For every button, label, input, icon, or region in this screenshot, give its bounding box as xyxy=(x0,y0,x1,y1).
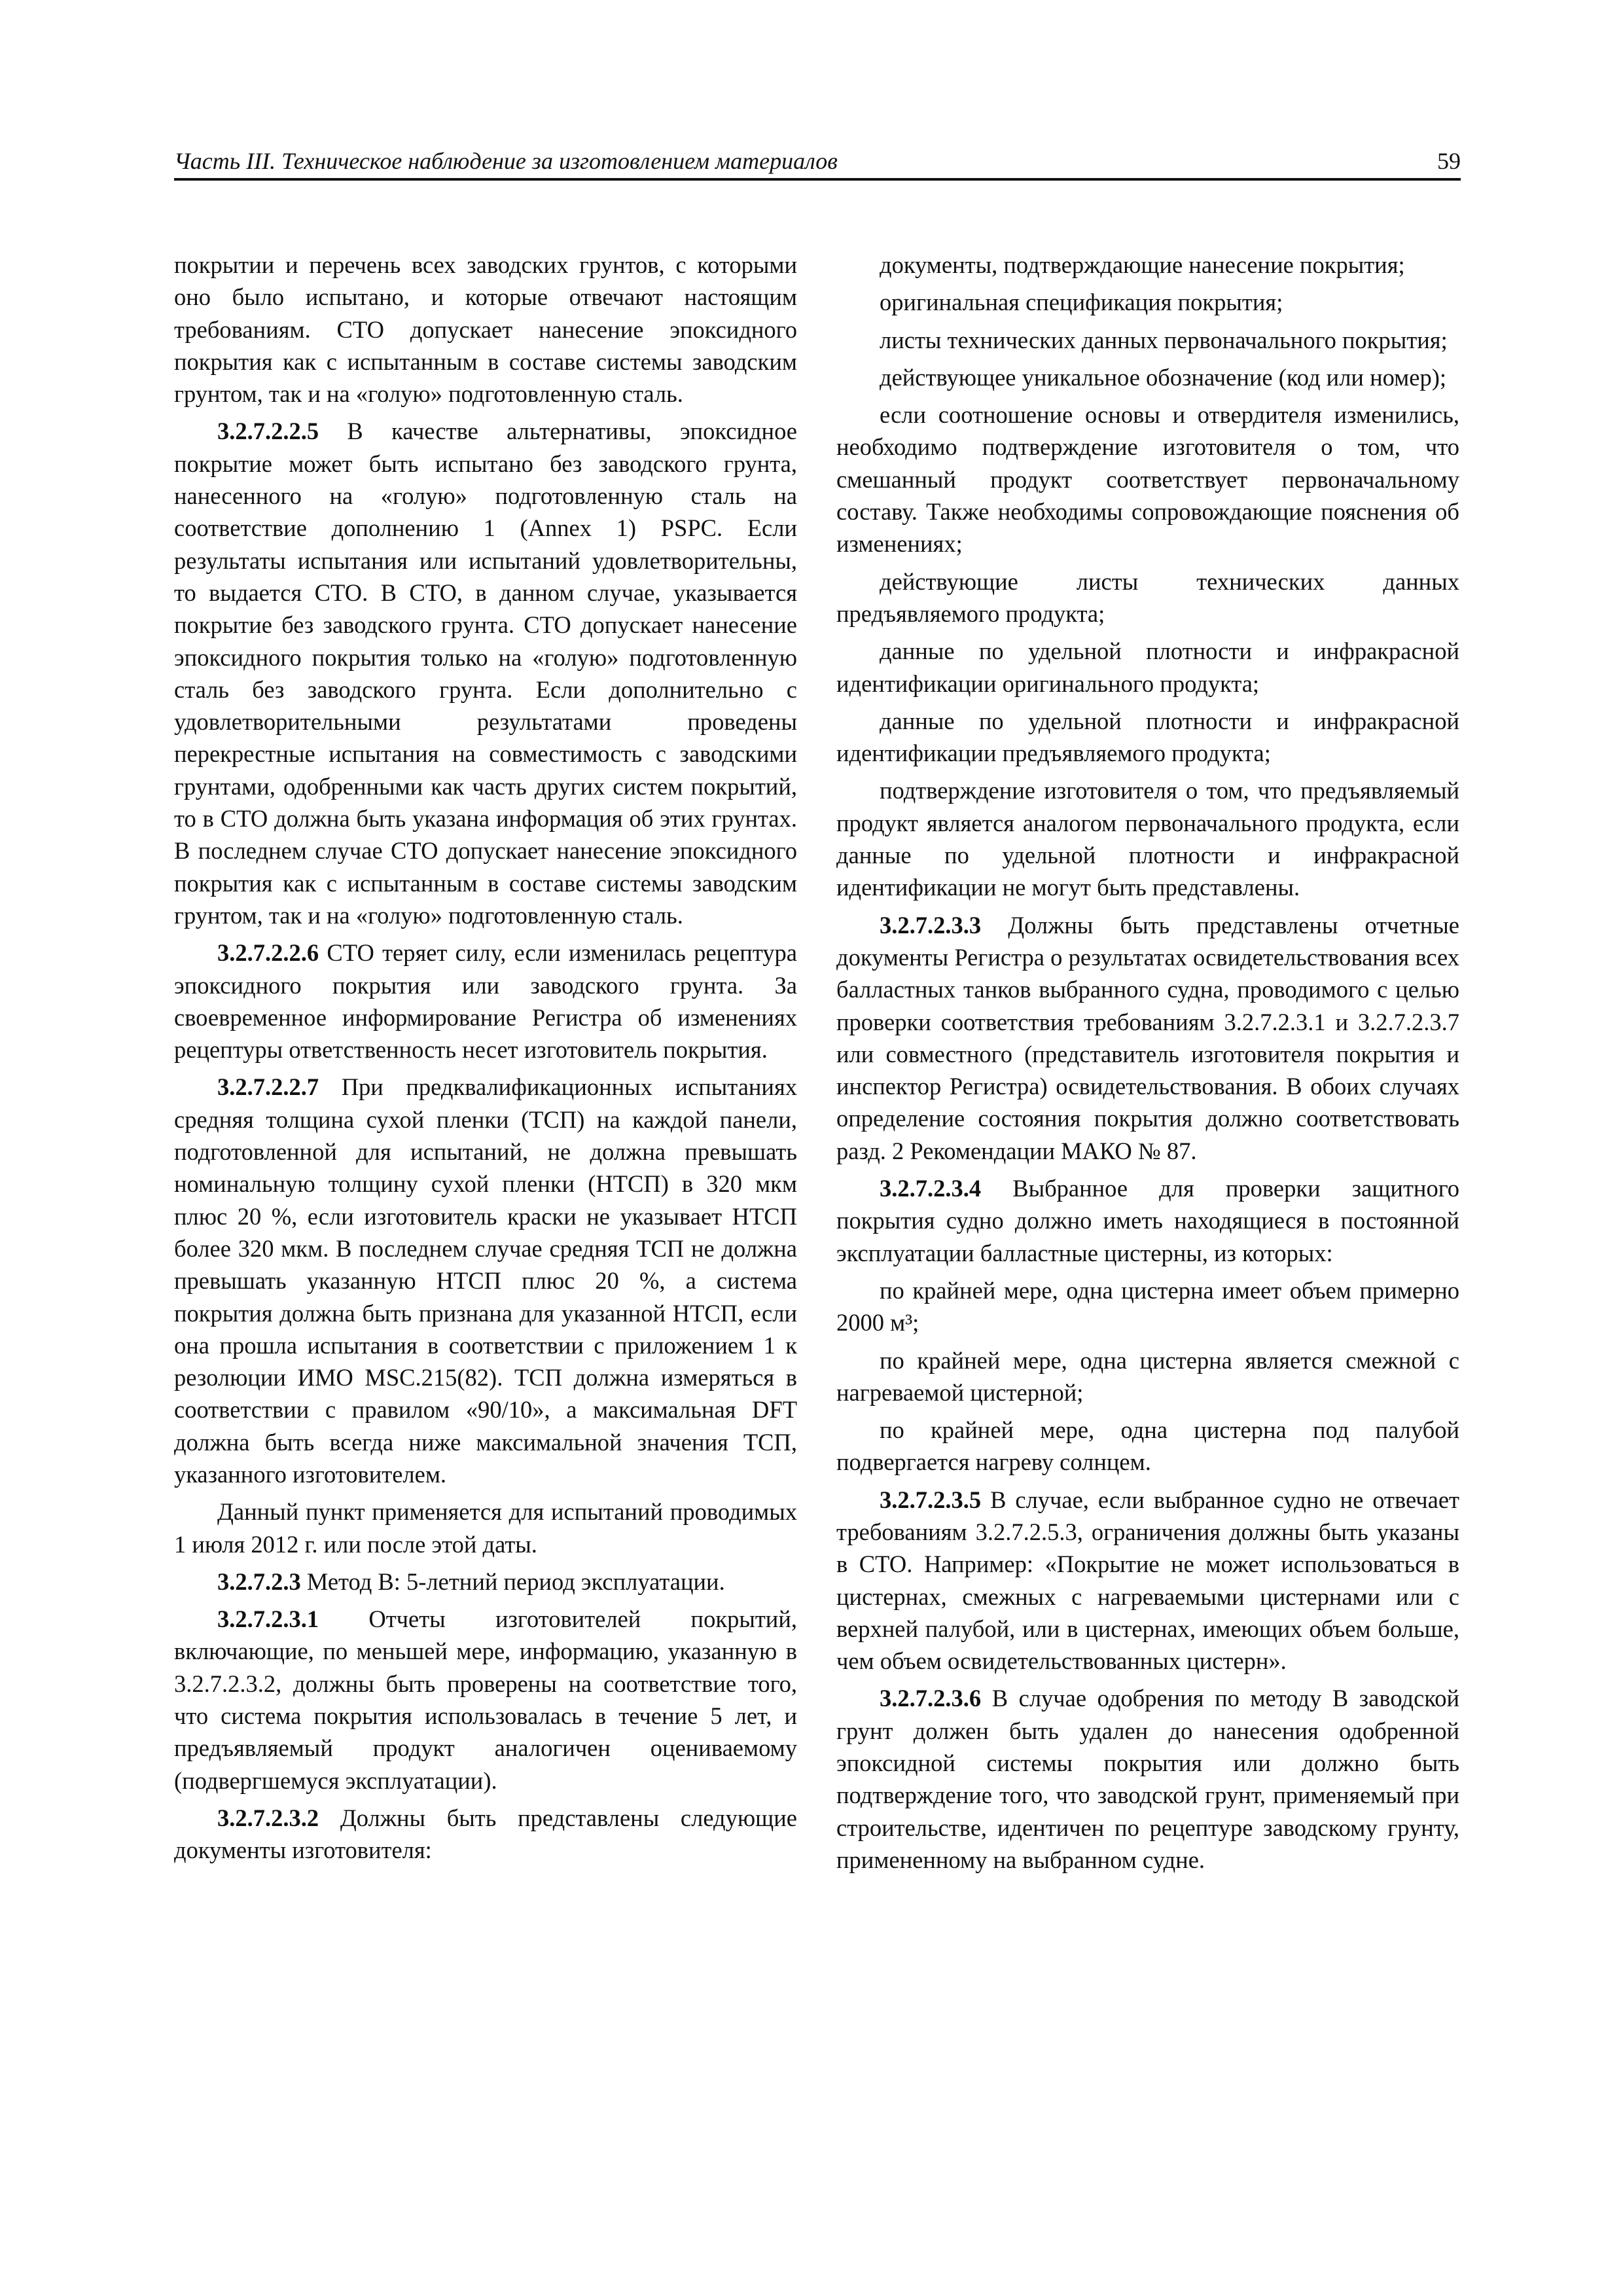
list-item xyxy=(836,324,1459,356)
paragraph xyxy=(836,1484,1459,1677)
list-item xyxy=(836,399,1459,560)
paragraph xyxy=(174,1566,797,1598)
paragraph xyxy=(174,1071,797,1490)
clause-number: 3.2.7.2.3.5 xyxy=(880,1486,982,1513)
list-item xyxy=(836,1344,1459,1409)
paragraph-text: подтверждение изготовителя о том, что предъявляемый продукт является аналогом первоначального продукта, если данные по удельной плотности и инфракрасной идентификации не могут быть представлены. xyxy=(836,777,1459,901)
clause-number: 3.2.7.2.3.3 xyxy=(880,911,982,939)
list-item xyxy=(836,774,1459,903)
paragraph-text: Отчеты изготовителей покрытий, включающие, по меньшей мере, информацию, указанную в 3.2.7.2.3.2, должны быть проверены на соответствие того, что система покрытия использовалась в течение 5 лет, и предъявляемый продукт аналогичен оцениваемому (подвергшемуся эксплуатации). xyxy=(174,1605,797,1794)
paragraph xyxy=(174,1603,797,1797)
page-number: 59 xyxy=(1437,148,1461,174)
paragraph xyxy=(174,249,797,410)
paragraph-text: Должны быть представлены отчетные документы Регистра о результатах освидетельствования всех балластных танков выбранного судна, проводимого с целью проверки соответствия требованиям 3.2.7.2.3.1 и 3.2.7.2.3.7 или совместного (представитель изготовителя покрытия и инспектор Регистра) освидетельствования. В обоих случаях определение состояния покрытия должно соответствовать разд. 2 Рекомендации МАКО № 87. xyxy=(836,911,1459,1164)
clause-number: 3.2.7.2.3.2 xyxy=(217,1804,319,1831)
paragraph-text: документы, подтверждающие нанесение покрытия; xyxy=(880,251,1405,278)
paragraph-text: по крайней мере, одна цистерна является смежной с нагреваемой цистерной; xyxy=(836,1346,1459,1406)
paragraph-text: по крайней мере, одна цистерна имеет объем примерно 2000 м³; xyxy=(836,1276,1459,1336)
running-header xyxy=(174,145,1461,177)
paragraph-text: При предквалификационных испытаниях средняя толщина сухой пленки (ТСП) на каждой панели, подготовленной для испытаний, не должна превышать номинальную толщину сухой пленки (НТСП) в 320 мкм плюс 20 %, если изготовитель краски не указывает НТСП более 320 мкм. В последнем случае средняя ТСП не должна превышать указанную НТСП плюс 20 %, а система покрытия должна быть признана для указанной НТСП, если она прошла испытания в соответствии с приложением 1 к резолюции ИМО MSC.215(82). ТСП должна измеряться в соответствии с правилом «90/10», а максимальная DFT должна быть всегда ниже максимальной значения ТСП, указанного изготовителем. xyxy=(174,1073,797,1488)
paragraph-text: по крайней мере, одна цистерна под палубой подвергается нагреву солнцем. xyxy=(836,1416,1459,1476)
list-item xyxy=(836,249,1459,281)
left-column xyxy=(174,249,797,1867)
paragraph-text: если соотношение основы и отвердителя изменились, необходимо подтверждение изготовителя о том, что смешанный продукт соответствует первоначальному составу. Также необходимы сопровождающие пояснения об изменениях; xyxy=(836,401,1459,558)
header-rule xyxy=(174,178,1461,181)
list-item xyxy=(836,361,1459,393)
paragraph xyxy=(836,1172,1459,1269)
paragraph-text: действующие листы технических данных предъявляемого продукта; xyxy=(836,567,1459,627)
list-item xyxy=(836,1274,1459,1339)
right-column xyxy=(836,249,1459,1876)
running-header-title: Часть III. Техническое наблюдение за изготовлением материалов xyxy=(174,148,838,174)
paragraph xyxy=(174,1496,797,1560)
clause-number: 3.2.7.2.2.6 xyxy=(217,939,319,967)
list-item xyxy=(836,705,1459,770)
list-item xyxy=(836,635,1459,700)
paragraph-text: В случае одобрения по методу В заводской грунт должен быть удален до нанесения одобренной эпоксидной системы покрытия или должно быть подтверждение того, что заводской грунт, применяемый при строительстве, идентичен по рецептуре заводскому грунту, примененному на выбранном судне. xyxy=(836,1685,1459,1873)
list-item xyxy=(836,565,1459,630)
paragraph-text: листы технических данных первоначального покрытия; xyxy=(880,326,1448,353)
list-item xyxy=(836,1414,1459,1479)
paragraph-text: СТО теряет силу, если изменилась рецептура эпоксидного покрытия или заводского грунта. За своевременное информирование Регистра об изменениях рецептуры ответственность несет изготовитель покрытия. xyxy=(174,939,797,1064)
paragraph-text: Должны быть представлены следующие документы изготовителя: xyxy=(174,1804,797,1864)
paragraph-text: покрытии и перечень всех заводских грунтов, с которыми оно было испытано, и которые отвечают настоящим требованиям. СТО допускает нанесение эпоксидного покрытия как с испытанным в составе системы заводским грунтом, так и на «голую» подготовленную сталь. xyxy=(174,251,797,408)
list-item xyxy=(836,286,1459,318)
paragraph-text: Метод В: 5-летний период эксплуатации. xyxy=(300,1568,725,1595)
paragraph-text: оригинальная спецификация покрытия; xyxy=(880,289,1283,316)
paragraph-text: данные по удельной плотности и инфракрасной идентификации оригинального продукта; xyxy=(836,637,1459,697)
clause-number: 3.2.7.2.3.1 xyxy=(217,1605,319,1633)
clause-number: 3.2.7.2.3.4 xyxy=(880,1175,982,1202)
paragraph-text: В качестве альтернативы, эпоксидное покрытие может быть испытано без заводского грунта, нанесенного на «голую» подготовленную сталь на соответствие дополнению 1 (Annex 1) PSPC. Если результаты испытания или испытаний удовлетворительны, то выдается СТО. В СТО, в данном случае, указывается покрытие без заводского грунта. СТО допускает нанесение эпоксидного покрытия только на «голую» подготовленную сталь без заводского грунта. Если дополнительно с удовлетворительными результатами проведены перекрестные испытания на совместимость с заводскими грунтами, одобренными как часть других систем покрытий, то в СТО должна быть указана информация об этих грунтах. В последнем случае СТО допускает нанесение эпоксидного покрытия как с испытанным в составе системы заводским грунтом, так и на «голую» подготовленную сталь. xyxy=(174,418,797,929)
clause-number: 3.2.7.2.2.7 xyxy=(217,1073,319,1101)
paragraph xyxy=(174,937,797,1066)
paragraph-text: действующее уникальное обозначение (код или номер); xyxy=(880,363,1447,391)
paragraph xyxy=(174,415,797,931)
clause-number: 3.2.7.2.3 xyxy=(217,1568,301,1595)
clause-number: 3.2.7.2.2.5 xyxy=(217,418,319,445)
paragraph xyxy=(836,1682,1459,1876)
paragraph-text: Данный пункт применяется для испытаний проводимых 1 июля 2012 г. или после этой даты. xyxy=(174,1498,797,1558)
paragraph xyxy=(836,909,1459,1167)
paragraph-text: данные по удельной плотности и инфракрасной идентификации предъявляемого продукта; xyxy=(836,707,1459,767)
paragraph-text: Выбранное для проверки защитного покрытия судно должно иметь находящиеся в постоянной эксплуатации балластные цистерны, из которых: xyxy=(836,1175,1459,1266)
paragraph-text: В случае, если выбранное судно не отвечает требованиям 3.2.7.2.5.3, ограничения должны быть указаны в СТО. Например: «Покрытие не может использоваться в цистернах, смежных с нагреваемыми цистернами или с верхней палубой, или в цистернах, имеющих объем больше, чем объем освидетельствованных цистерн». xyxy=(836,1486,1459,1675)
clause-number: 3.2.7.2.3.6 xyxy=(880,1685,982,1712)
paragraph xyxy=(174,1802,797,1867)
